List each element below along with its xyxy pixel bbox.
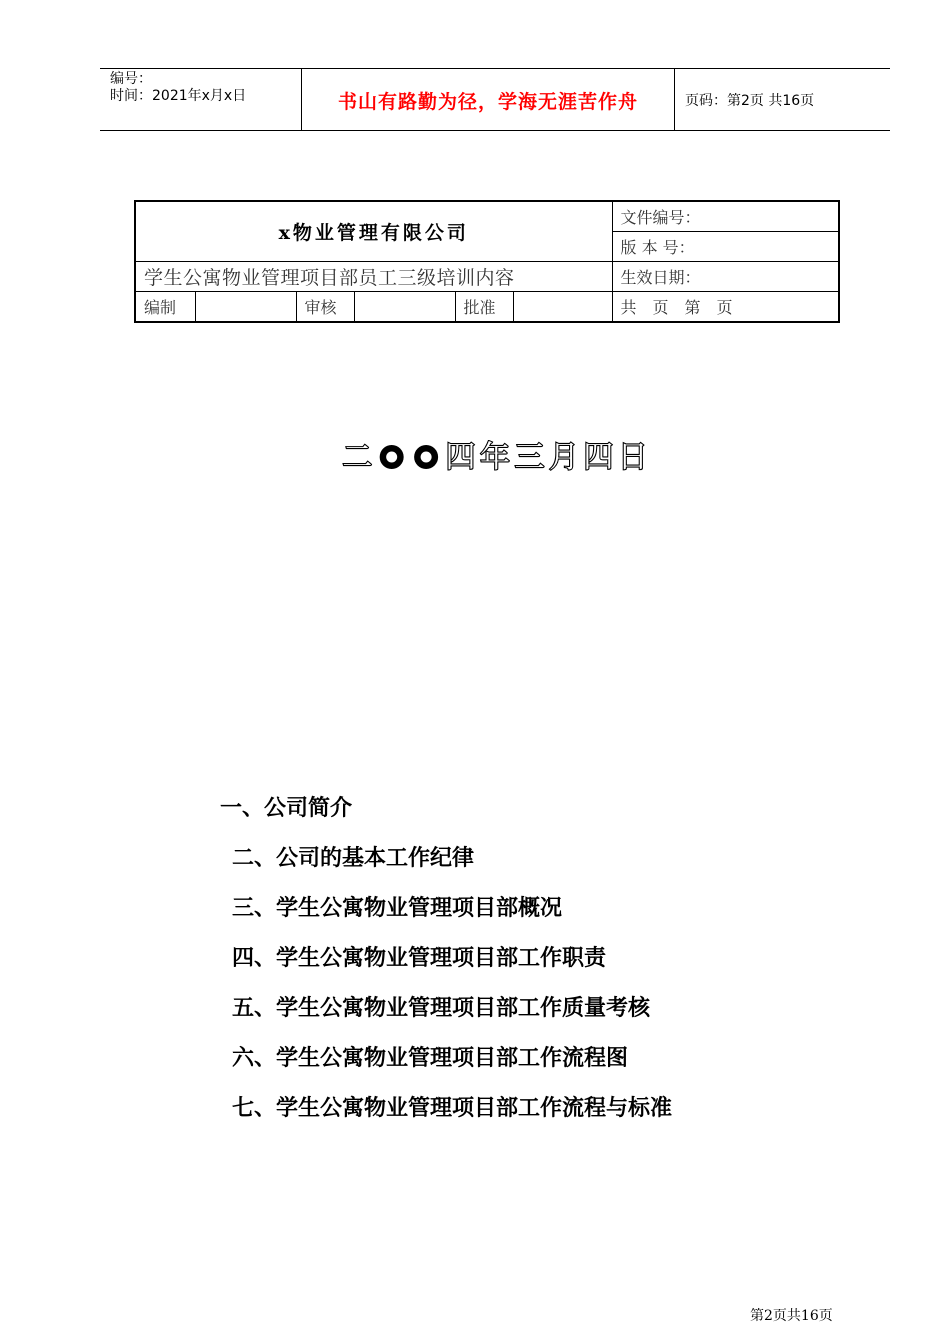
reviewed-by-value	[354, 292, 455, 323]
decorative-date	[340, 440, 650, 474]
toc-item: 一、公司简介	[220, 796, 353, 821]
doc-number-field: 文件编号：	[612, 201, 839, 232]
header-page-info: 页码：第2页 共16页	[685, 93, 815, 109]
prepared-by-label: 编制	[135, 292, 195, 323]
page-count-field: 共 页 第 页	[612, 292, 839, 323]
page-footer: 第2页共16页	[750, 1308, 833, 1324]
document-time-label: 时间：2021年x月x日	[110, 88, 247, 104]
motto-text: 书山有路勤为径，学海无涯苦作舟	[337, 91, 638, 113]
toc-item: 六、学生公寓物业管理项目部工作流程图	[232, 1046, 629, 1071]
date-glyph: 四	[445, 440, 476, 474]
approved-by-label: 批准	[455, 292, 513, 323]
document-number-label: 编号：	[110, 71, 152, 87]
date-glyph: 月	[548, 440, 579, 474]
version-field: 版 本 号：	[612, 232, 839, 262]
toc-item: 三、学生公寓物业管理项目部概况	[232, 896, 563, 921]
table-of-contents	[220, 784, 672, 1134]
date-glyph: 日	[617, 440, 648, 474]
header-meta-cell	[100, 69, 302, 130]
header-motto-cell	[302, 69, 675, 130]
document-control-table	[134, 200, 840, 323]
date-zero-glyph-hole	[421, 452, 432, 463]
toc-item: 七、学生公寓物业管理项目部工作流程与标准	[232, 1096, 673, 1121]
approved-by-value	[513, 292, 612, 323]
date-glyph: 四	[583, 440, 614, 474]
prepared-by-value	[195, 292, 296, 323]
document-title: 学生公寓物业管理项目部员工三级培训内容	[135, 262, 612, 292]
date-glyph: 年	[480, 440, 510, 474]
company-name: x物业管理有限公司	[135, 201, 612, 262]
toc-item: 四、学生公寓物业管理项目部工作职责	[232, 946, 607, 971]
effective-date-field: 生效日期：	[612, 262, 839, 292]
date-zero-glyph-hole	[386, 452, 397, 463]
header-page-cell	[675, 69, 890, 130]
date-glyph: 三	[514, 440, 545, 474]
toc-item: 五、学生公寓物业管理项目部工作质量考核	[232, 996, 651, 1021]
page-header	[100, 68, 890, 131]
date-glyph: 二	[342, 440, 373, 474]
reviewed-by-label: 审核	[296, 292, 354, 323]
toc-item: 二、公司的基本工作纪律	[232, 846, 475, 871]
